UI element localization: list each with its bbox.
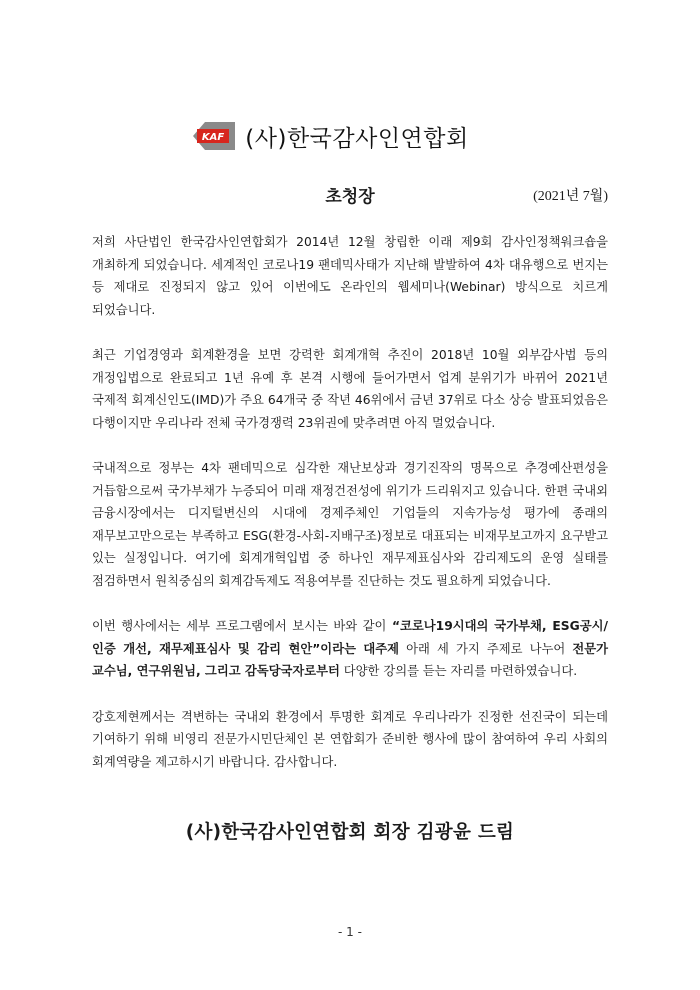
paragraph-intro: 저희 사단법인 한국감사인연합회가 2014년 12월 창립한 이래 제9회 감사인정책워크숍을 개최하게 되었습니다. 세계적인 코로나19 팬데믹사태가 지난해 발발하여 4차 대유행으로 번지는 등 제대로 진정되지 않고 있어 이번에도 온라인의 웹세미나(Webinar) 방식으로 치르게 되었습니다. <box>92 235 608 317</box>
logo-text: KAF <box>202 132 225 143</box>
document-date: (2021년 7월) <box>533 189 608 204</box>
page-number: - 1 - <box>338 925 362 939</box>
kaf-logo-icon <box>191 121 237 151</box>
paragraph-closing: 강호제현께서는 격변하는 국내외 환경에서 투명한 회계로 우리나라가 진정한 선진국이 되는데 기여하기 위해 비영리 전문가시민단체인 본 연합회가 준비한 행사에 많이 참여하여 우리 사회의 회계역량을 제고하시기 바랍니다. 감사합니다. <box>92 709 608 769</box>
event-text-3: 다양한 강의를 듣는 자리를 마련하였습니다. <box>339 664 578 678</box>
letterhead <box>0 118 700 154</box>
event-text-2: 아래 세 가지 주제로 나누어 <box>399 641 573 656</box>
letter-body <box>92 231 608 796</box>
title-row <box>0 182 700 206</box>
main-theme: “코로나19시대의 국가부채, ESG공시/인증 개선, 재무제표심사 및 감리 현안”이라는 대주제 <box>92 619 608 656</box>
paragraph-event-program <box>92 615 608 683</box>
paragraph-accounting-reform: 최근 기업경영과 회계환경을 보면 강력한 회계개혁 추진이 2018년 10월 외부감사법 등의 개정입법으로 완료되고 1년 유예 후 본격 시행에 들어가면서 업계 분위기가 바뀌어 2021년 국제적 회계신인도(IMD)가 주요 64개국 중 작년 46위에서 금년 37위로 다소 상승 발표되었음은 다행이지만 우리나라 전체 국가경쟁력 23위권에 맞추려면 아직 멀었습니다. <box>92 348 608 430</box>
kaf-logo <box>191 121 237 151</box>
organization-name: (사)한국감사인연합회 <box>245 125 469 152</box>
speakers: 전문가 교수님, 연구위원님, 그리고 감독당국자로부터 <box>92 641 608 678</box>
document-title: 초청장 <box>325 187 375 207</box>
paragraph-domestic-situation: 국내적으로 정부는 4차 팬데믹으로 심각한 재난보상과 경기진작의 명목으로 추경예산편성을 거듭함으로써 국가부채가 누증되어 미래 재정건전성에 위기가 드리워지고 있습니다. 한편 국내외 금융시장에서는 디지털변신의 시대에 경제주체인 기업들의 지속가능성 평가에 종래의 재무보고만으로는 부족하고 ESG(환경-사회-지배구조)정보로 대표되는 비재무보고까지 요구받고 있는 실정입니다. 여기에 회계개혁입법 중 하나인 재무제표심사와 감리제도의 운영 실태를 점검하면서 원칙중심의 회계감독제도 적용여부를 진단하는 것도 필요하게 되었습니다. <box>92 461 608 588</box>
signature: (사)한국감사인연합회 회장 김광윤 드림 <box>185 822 515 843</box>
event-text-1: 이번 행사에서는 세부 프로그램에서 보시는 바와 같이 <box>92 619 392 633</box>
